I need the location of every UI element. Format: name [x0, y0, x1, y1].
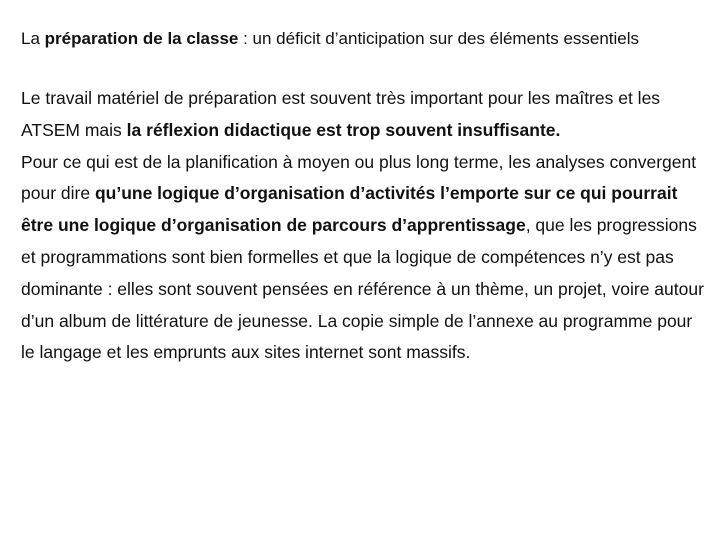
paragraph-2-text-end: , que les progressions et programmations sont bien formelles et que la logique de compétences n’y est pas dominante : elles sont souvent pensées en référence à un thème, un projet, voire autour d’un album de littérature de jeunesse. La copie simple de l’annexe au programme pour le langage et les emprunts aux sites internet sont massifs.	[21, 215, 704, 363]
paragraph-1	[21, 83, 706, 147]
paragraph-2-bold: qu’une logique d’organisation d’activités l’emporte sur ce qui pourrait être une logique d’organisation de parcours d’apprentissage	[21, 183, 678, 236]
slide-title	[21, 24, 706, 53]
paragraph-2-text-start: Pour ce qui est de la planification à moyen ou plus long terme, les analyses convergent pour dire	[21, 151, 697, 204]
title-lead: La	[21, 29, 40, 48]
paragraph-2	[21, 147, 706, 370]
title-bold: préparation de la classe	[44, 29, 239, 48]
slide-body	[21, 83, 706, 369]
title-rest: : un déficit d’anticipation sur des éléments essentiels	[243, 29, 640, 48]
paragraph-1-text: Le travail matériel de préparation est souvent très important pour les maîtres et les ATSEM mais	[21, 88, 661, 140]
paragraph-1-bold: la réflexion didactique est trop souvent insuffisante.	[126, 119, 561, 140]
